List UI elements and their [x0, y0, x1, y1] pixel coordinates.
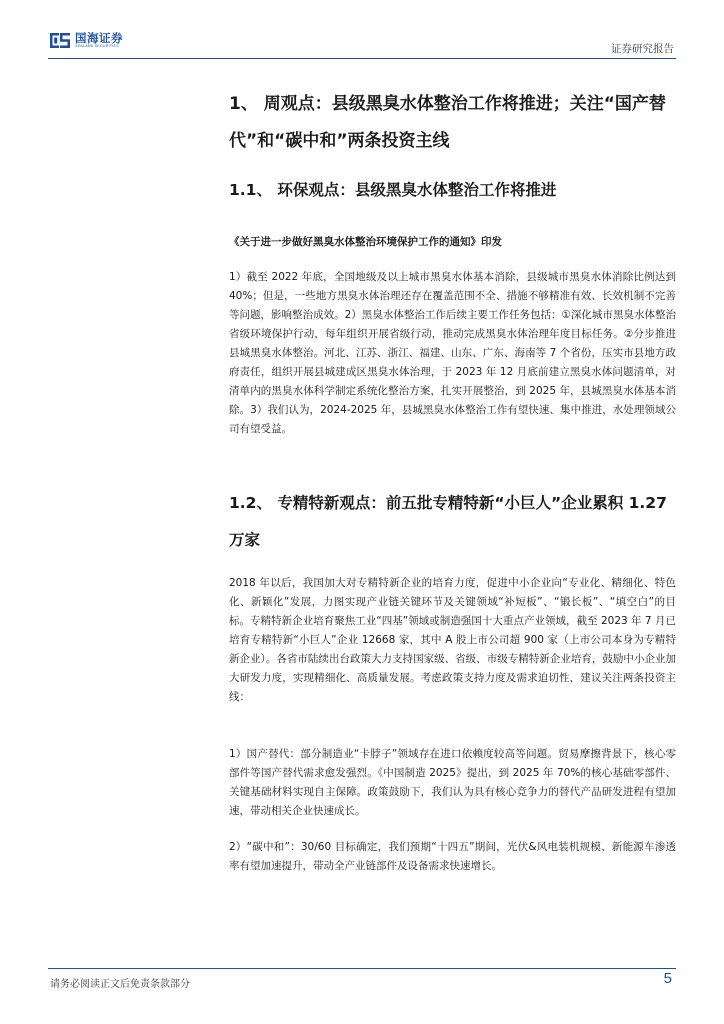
logo-text [75, 32, 123, 49]
footer-divider [48, 968, 676, 969]
paragraph-carbon-neutral: 2）“碳中和”：30/60 目标确定，我们预期“十四五”期间，光伏&风电装机规模、新能源车渗透率有望加速提升，带动全产业链部件及设备需求快速增长。 [229, 841, 676, 872]
logo-name-cn: 国海证券 [75, 31, 123, 45]
paragraph-domestic-substitution: 1）国产替代：部分制造业“卡脖子”领域存在进口依赖度较高等问题。贸易摩擦背景下，核心零部件等国产替代需求愈发强烈。《中国制造 2025》提出，到 2025 年 70%的核心基础零部件、关键基础材料实现自主保障。政策鼓励下，我们认为具有核心竞争力的替代产品研发进程有望加速，带动相关企业快速成长。 [229, 748, 676, 817]
footer-disclaimer: 请务必阅读正文后免责条款部分 [50, 979, 190, 990]
logo-name-en: SEALAND SECURITIES [75, 44, 119, 48]
section-heading-1-1: 1.1、 环保观点：县级黑臭水体整治工作将推进 [229, 181, 557, 199]
paragraph-sewage-policy: 1）截至 2022 年底，全国地级及以上城市黑臭水体基本消除，县级城市黑臭水体消除比例达到 40%；但是，一些地方黑臭水体治理还存在覆盖范围不全、措施不够精准有效、长效机制不完善等问题，影响整治成效。2）黑臭水体整治工作后续主要工作任务包括：①深化城市黑臭水体整治省级环境保护行动，每年组织开展省级行动，推动完成黑臭水体治理年度目标任务。②分步推进县城黑臭水体整治。河北、江苏、浙江、福建、山东、广东、海南等 7 个省份，压实市县地方政府责任，组织开展县城建成区黑臭水体治理，于 2023 年 12 月底前建立黑臭水体问题清单，对清单内的黑臭水体科学制定系统化整治方案，扎实开展整治，到 2025 年，县城黑臭水体基本消除。3）我们认为，2024-2025 年，县城黑臭水体整治工作有望快速、集中推进，水处理领域公司有望受益。 [229, 271, 676, 435]
page-header [0, 0, 724, 70]
page-number: 5 [663, 970, 672, 987]
notice-subheading: 《关于进一步做好黑臭水体整治环境保护工作的通知》印发 [229, 236, 502, 248]
section-heading-1-2: 1.2、 专精特新观点：前五批专精特新“小巨人”企业累积 1.27 万家 [229, 494, 667, 549]
paragraph-specialized-firms: 2018 年以后，我国加大对专精特新企业的培育力度，促进中小企业向“专业化、精细化、特色化、新颖化”发展，力图实现产业链关键环节及关键领域“补短板”、“锻长板”、“填空白”的目标。专精特新企业培育聚焦工业“四基”领域或制造强国十大重点产业领域，截至 2023 年 7 月已培育专精特新“小巨人”企业 12668 家，其中 A 股上市公司超 900 家（上市公司本身为专精特新企业）。各省市陆续出台政策大力支持国家级、省级、市级专精特新企业培育，鼓励中小企业加大研发力度，实现精细化、高质量发展。考虑政策支持力度及需求迫切性，建议关注两条投资主线： [229, 577, 676, 703]
header-divider [48, 58, 676, 59]
report-type-label: 证券研究报告 [611, 43, 674, 55]
sealand-logo-icon [50, 32, 70, 49]
section-heading-1: 1、 周观点：县级黑臭水体整治工作将推进；关注“国产替代”和“碳中和”两条投资主线 [229, 94, 666, 151]
company-logo [50, 32, 123, 49]
